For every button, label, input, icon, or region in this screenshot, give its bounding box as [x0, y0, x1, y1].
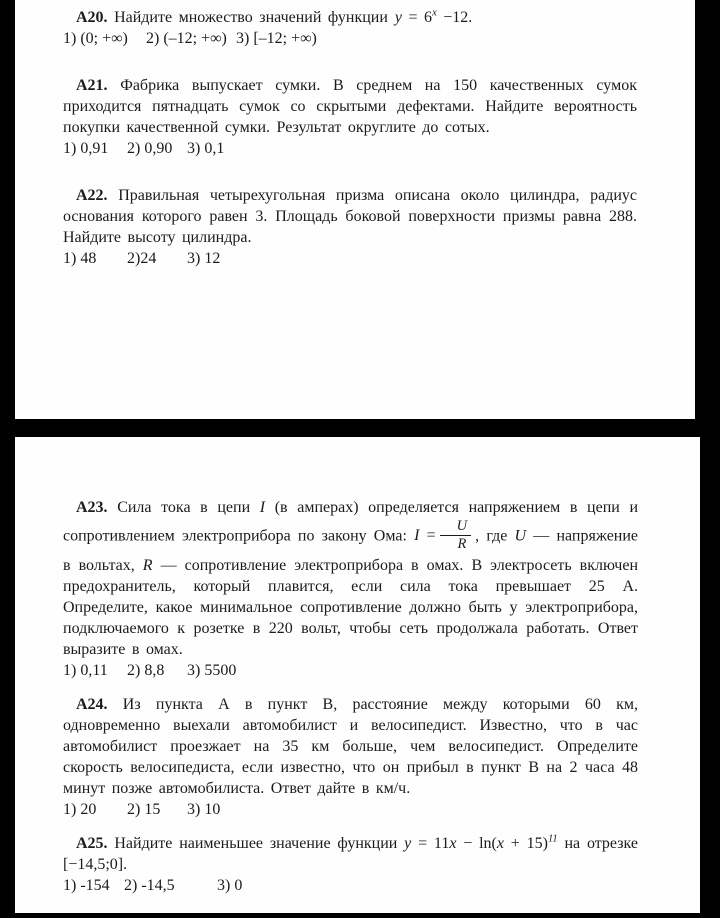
- answer-option-2: 2) 8,8: [127, 662, 165, 680]
- fraction-U-over-R: $\frac{U}{R}$: [440, 519, 471, 552]
- answer-options-a23: [63, 660, 638, 681]
- problem-a25-text-2: на отрезке: [564, 835, 639, 853]
- answer-option-1: 1) 0,91: [63, 140, 109, 157]
- problem-a20-label: А20.: [76, 9, 108, 26]
- problem-a22-statement: [63, 185, 637, 248]
- problem-a21-text: Фабрика выпускает сумки. В среднем на 150 качественных сумок приходится пятнадцать сумок со скрытыми дефектами. Найдите вероятность покупки качественной сумки. Результат округлите до сотых.: [63, 77, 637, 136]
- answer-option-2: 2) 0,90: [127, 140, 173, 157]
- answer-option-3: 3) 0,1: [187, 140, 225, 157]
- answer-option-1: 1) -154: [63, 877, 110, 895]
- problem-a21-label: А21.: [76, 77, 108, 94]
- answer-option-2: 2) (–12; +∞): [146, 30, 227, 47]
- problem-a25-text-1: Найдите наименьшее значение функции: [114, 835, 398, 853]
- answer-option-3: 3) 0: [217, 877, 243, 895]
- problem-a24-text: Из пункта А в пункт В, расстояние между которыми 60 км, одновременно выехали автомобилист и велосипедист. Известно, что в час автомобилист проезжает на 35 км больше, чем велосипедист. Определите скорость велосипедиста, если известно, что он прибыл в пункт В на 2 часа 48 минут позже автомобилиста. Ответ дайте в км/ч.: [63, 696, 639, 798]
- document-page-1: [15, 0, 695, 419]
- problem-a23-text-2: (в амперах) определяется напряжением в цепи и сопротивлением электроприбора по закону Ома:: [63, 499, 639, 545]
- problem-a25-statement: [63, 833, 638, 854]
- answer-option-3: 3) [–12; +∞): [236, 30, 317, 47]
- problem-a23-label: А23.: [76, 499, 108, 516]
- problem-a25-interval: [−14,5;0].: [63, 856, 128, 874]
- problem-a23-text-3: , где: [475, 527, 508, 545]
- answer-option-2: 2) -14,5: [124, 877, 175, 895]
- problem-a21-statement: [63, 75, 637, 138]
- answer-option-1: 1) (0; +∞): [63, 30, 128, 47]
- answer-option-1: 1) 48: [63, 250, 97, 267]
- formula-a25: $y = 11x - \ln(x + 15)^{11}$: [404, 834, 558, 853]
- problem-a25-label: А25.: [76, 835, 108, 853]
- answer-option-2: 2) 15: [127, 801, 161, 819]
- variable-U: U: [514, 527, 527, 545]
- answer-options-a22: [63, 248, 637, 269]
- problem-a22-label: А22.: [76, 187, 108, 204]
- answer-options-a25: [63, 875, 638, 896]
- answer-options-a24: [63, 799, 638, 820]
- problem-a25: [63, 833, 638, 896]
- answer-options-a21: [63, 138, 637, 159]
- answer-option-1: 1) 0,11: [63, 662, 108, 680]
- problem-a20-statement: [63, 7, 637, 28]
- formula-a20: $y = 6^x -12$.: [394, 7, 473, 26]
- answer-option-3: 3) 10: [187, 801, 221, 819]
- problem-a23-text-1: Сила тока в цепи: [117, 499, 251, 516]
- problem-a24-statement: [63, 694, 638, 799]
- problem-a24-label: А24.: [76, 696, 108, 714]
- problem-a20: [63, 7, 637, 49]
- variable-I: I: [259, 499, 266, 516]
- problem-a20-text: Найдите множество значений функции: [114, 9, 388, 26]
- problem-a21: [63, 75, 637, 159]
- problem-a23: [63, 497, 638, 681]
- variable-R: R: [142, 557, 153, 575]
- answer-option-2: 2)24: [127, 250, 157, 267]
- problem-a24: [63, 694, 638, 820]
- answer-options-a20: [63, 28, 637, 49]
- problem-a23-text-5: — сопротивление электроприбора в омах. В электросеть включен предохранитель, который плавится, если сила тока превышает 25 А. Определите, какое минимальное сопротивление должно быть у электроприбора, подключаемого к розетке в 220 вольт, чтобы сеть продолжала работать. Ответ выразите в омах.: [63, 557, 639, 659]
- answer-option-1: 1) 20: [63, 801, 97, 819]
- answer-option-3: 3) 12: [187, 250, 221, 267]
- problem-a22: [63, 185, 637, 269]
- problem-a23-statement: [63, 497, 638, 660]
- document-page-2: [15, 437, 700, 913]
- problem-a22-text: Правильная четырехугольная призма описана около цилиндра, радиус основания которого равен 3. Площадь боковой поверхности призмы равна 288. Найдите высоту цилиндра.: [63, 187, 638, 246]
- formula-ohms-law: I = $\frac{U}{R}$: [414, 527, 475, 544]
- problem-a23-text-4: — напряжение в вольтах,: [63, 527, 639, 575]
- answer-option-3: 3) 5500: [187, 662, 237, 680]
